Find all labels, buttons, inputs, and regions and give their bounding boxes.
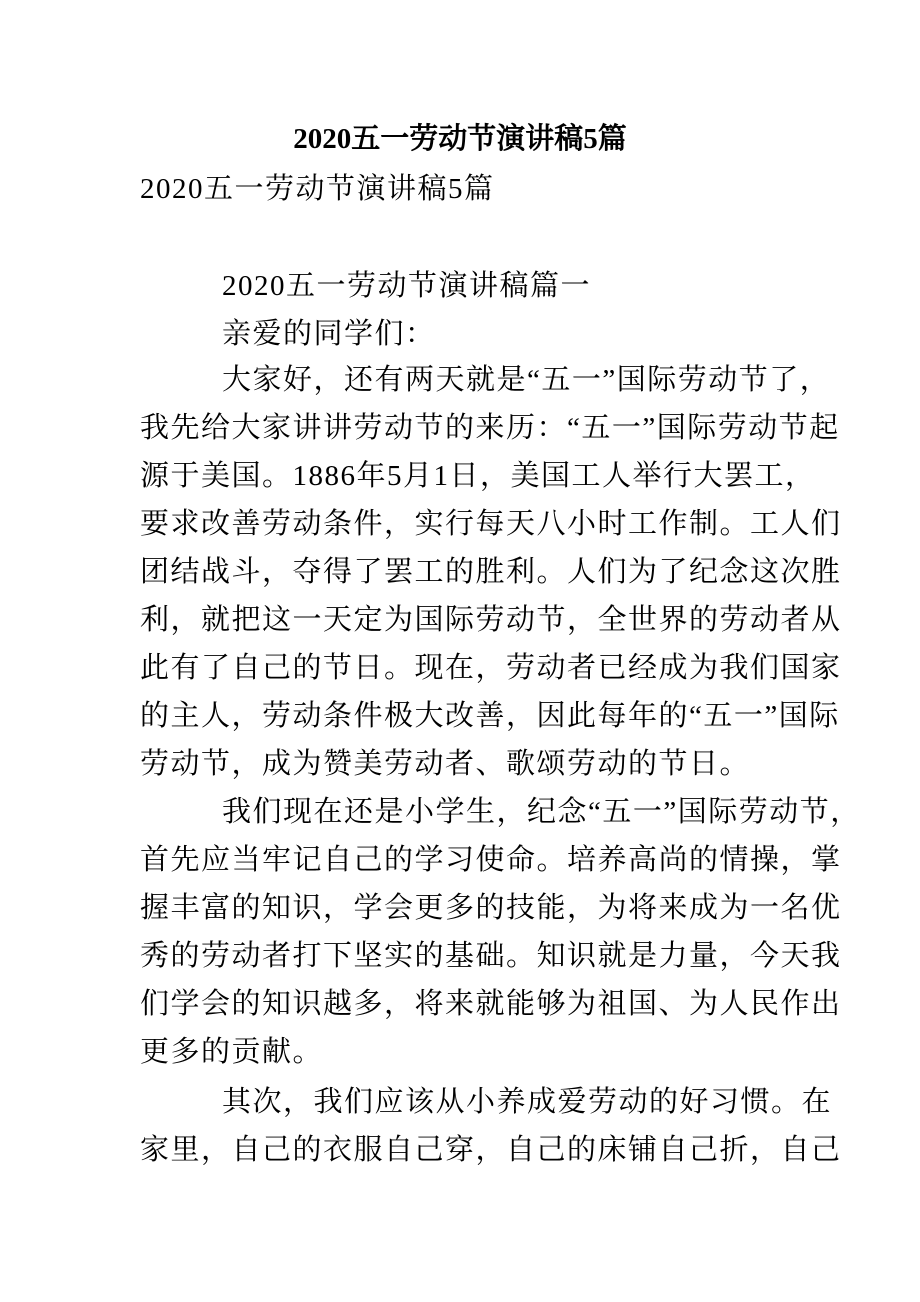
text-line: 首先应当牢记自己的学习使命。培养高尚的情操，掌	[140, 844, 842, 876]
text-line: 此有了自己的节日。现在，劳动者已经成为我们国家	[140, 652, 842, 684]
text-line: 团结战斗，夺得了罢工的胜利。人们为了纪念这次胜	[140, 556, 842, 588]
text-line: 要求改善劳动条件，实行每天八小时工作制。工人们	[140, 508, 842, 540]
text-line: 家里，自己的衣服自己穿，自己的床铺自己折，自己	[140, 1134, 842, 1166]
text-line: 利，就把这一天定为国际劳动节，全世界的劳动者从	[140, 604, 842, 636]
text-line: 2020五一劳动节演讲稿篇一	[222, 270, 592, 302]
text-line: 我先给大家讲讲劳动节的来历：“五一”国际劳动节起	[140, 412, 840, 444]
text-line: 大家好，还有两天就是“五一”国际劳动节了，	[222, 364, 831, 396]
text-line: 亲爱的同学们：	[222, 318, 436, 350]
text-line: 更多的贡献。	[140, 1036, 324, 1068]
text-line: 我们现在还是小学生，纪念“五一”国际劳动节，	[222, 796, 861, 828]
text-line: 握丰富的知识，学会更多的技能，为将来成为一名优	[140, 892, 842, 924]
text-line: 2020五一劳动节演讲稿5篇	[140, 173, 495, 205]
text-line: 的主人，劳动条件极大改善，因此每年的“五一”国际	[140, 700, 840, 732]
text-line: 秀的劳动者打下坚实的基础。知识就是力量，今天我	[140, 940, 842, 972]
document-title: 2020五一劳动节演讲稿5篇	[293, 123, 627, 155]
text-line: 们学会的知识越多，将来就能够为祖国、为人民作出	[140, 988, 842, 1020]
text-line: 劳动节，成为赞美劳动者、歌颂劳动的节日。	[140, 748, 751, 780]
text-line: 源于美国。1886年5月1日，美国工人举行大罢工，	[140, 460, 816, 492]
text-line: 其次，我们应该从小养成爱劳动的好习惯。在	[222, 1086, 833, 1118]
